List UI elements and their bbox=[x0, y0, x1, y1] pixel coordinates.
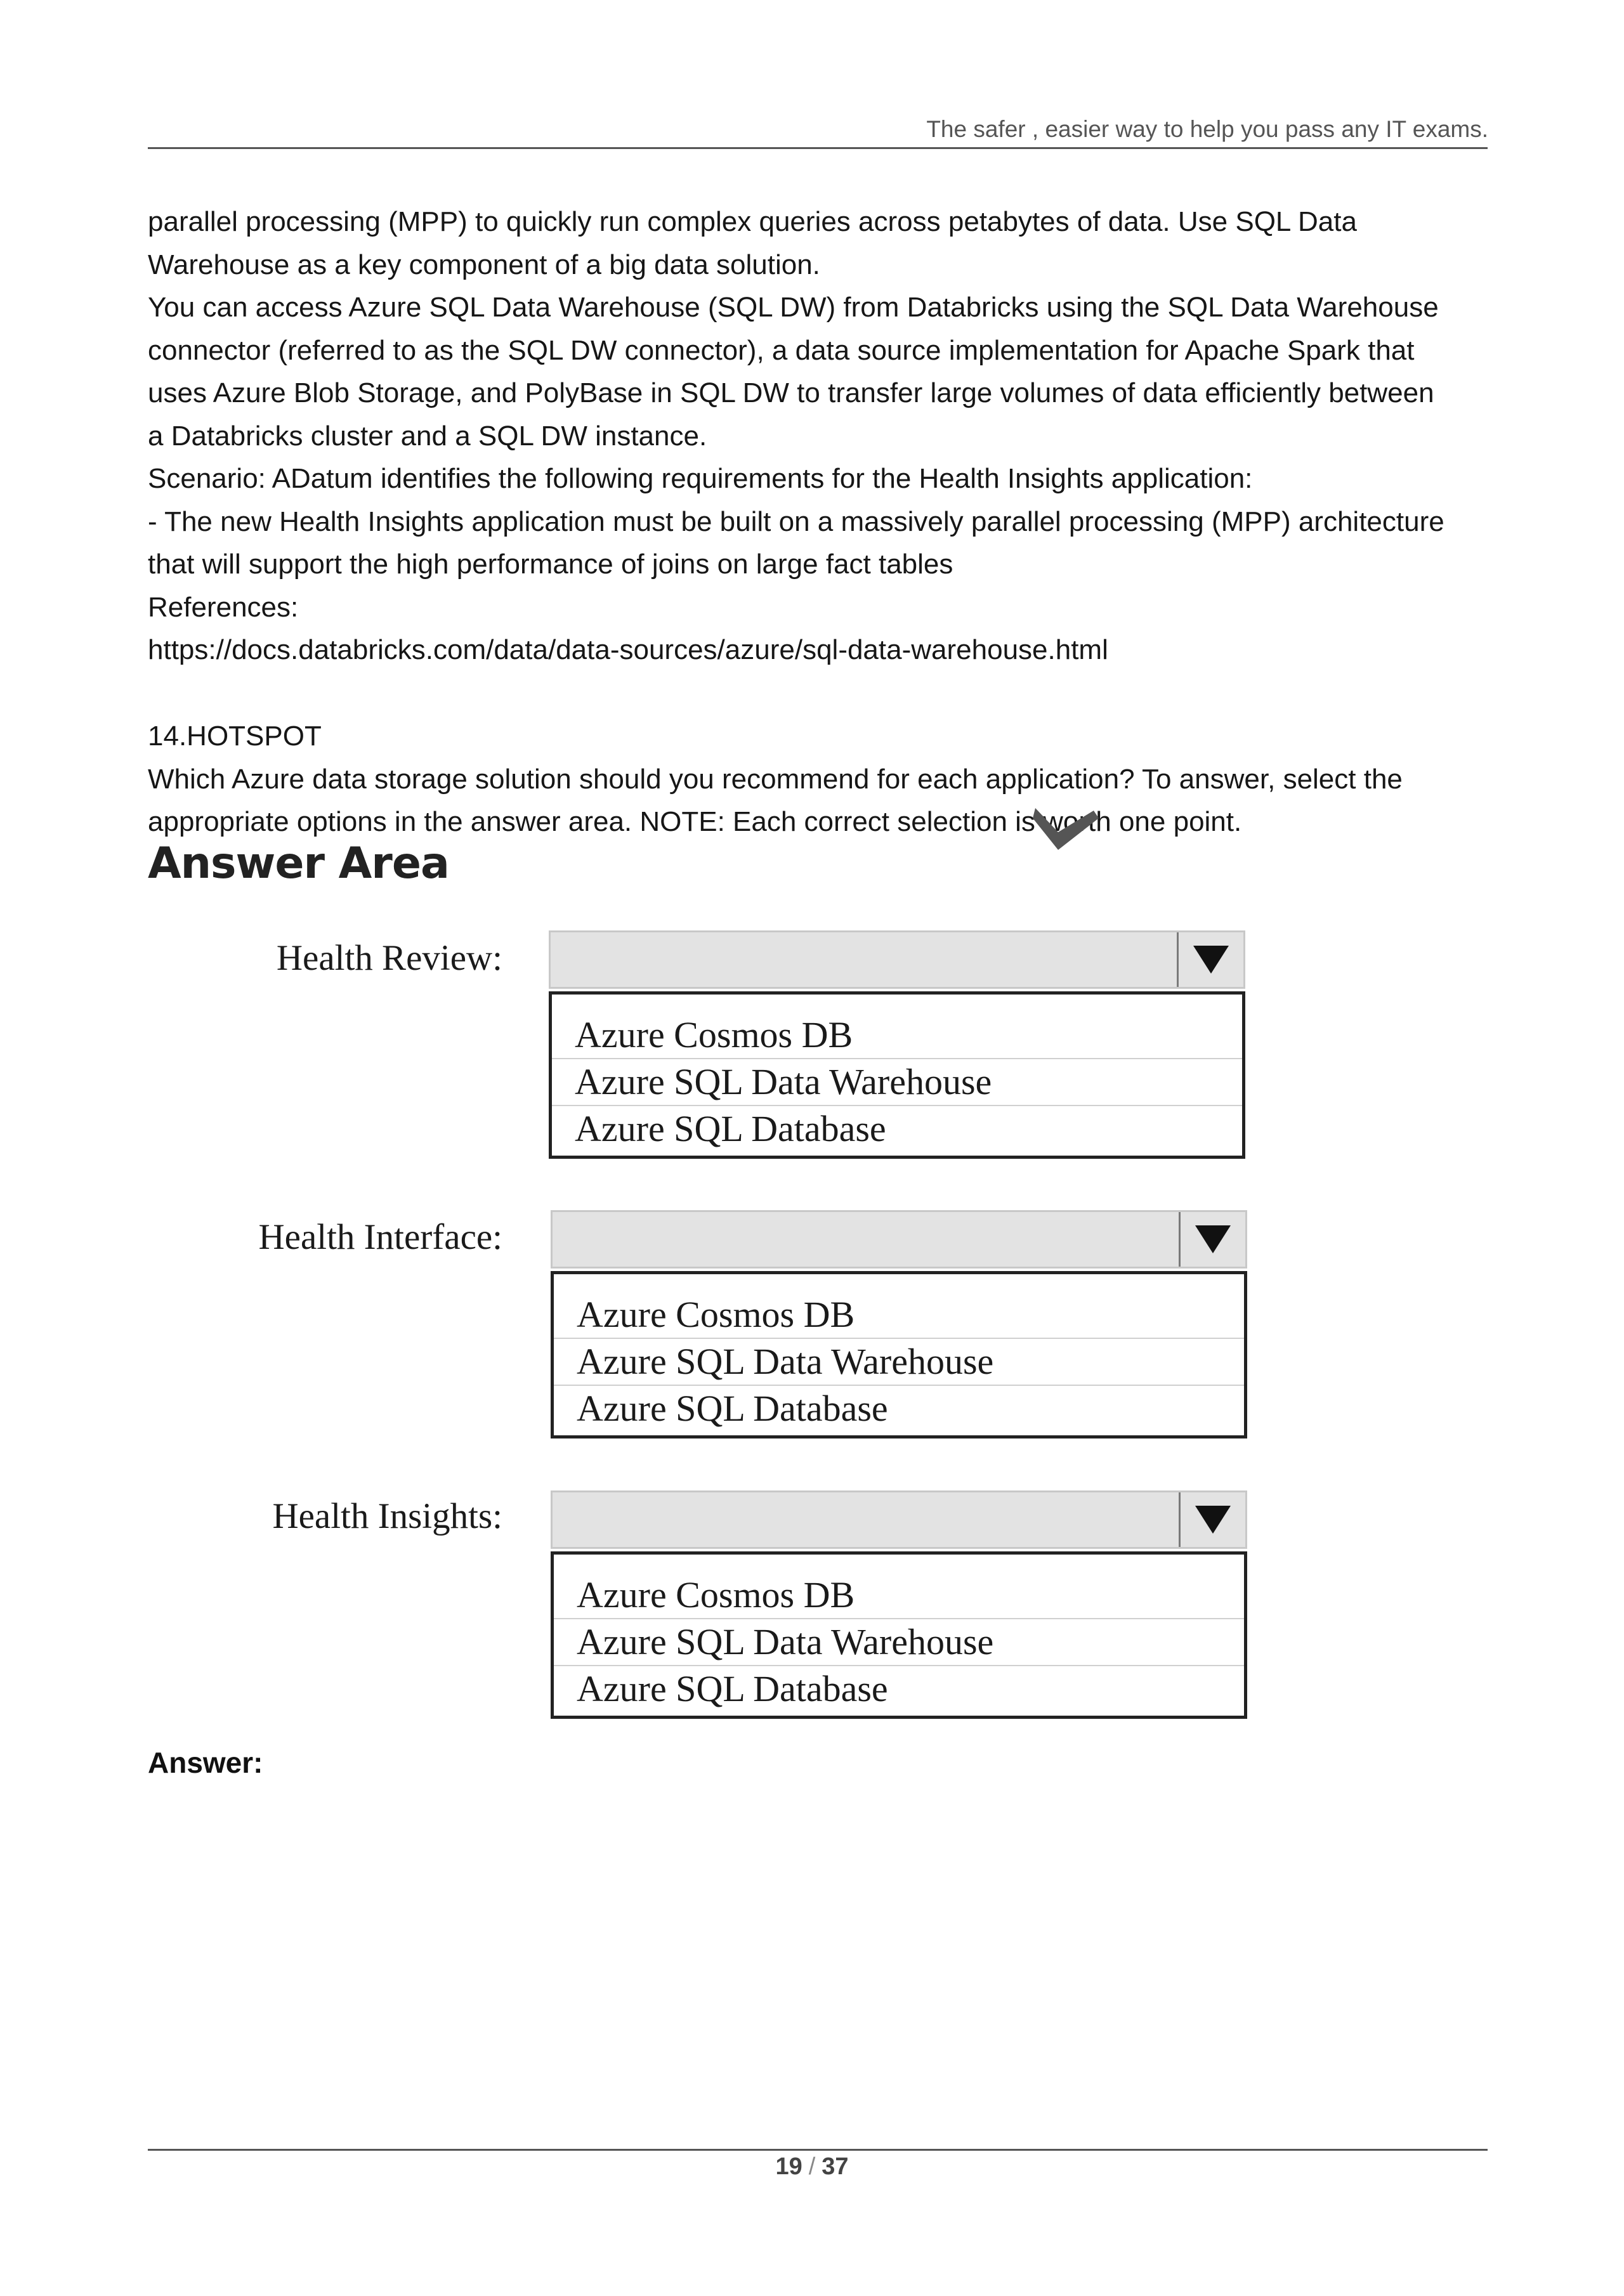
page-separator: / bbox=[808, 2153, 816, 2180]
text-line: parallel processing (MPP) to quickly run complex queries across petabytes of data. Use SQL Data bbox=[148, 206, 1357, 237]
health-interface-label: Health Interface: bbox=[258, 1217, 502, 1257]
option-cosmos-db[interactable]: Azure Cosmos DB bbox=[552, 1012, 1242, 1059]
option-sql-data-warehouse[interactable]: Azure SQL Data Warehouse bbox=[554, 1339, 1244, 1386]
answer-label: Answer: bbox=[148, 1746, 263, 1779]
health-review-dropdown[interactable] bbox=[549, 930, 1245, 1159]
option-cosmos-db[interactable]: Azure Cosmos DB bbox=[554, 1572, 1244, 1619]
option-sql-data-warehouse[interactable]: Azure SQL Data Warehouse bbox=[552, 1059, 1242, 1106]
question-block bbox=[148, 715, 1505, 844]
cursor-icon bbox=[1033, 804, 1103, 855]
text-line: References: bbox=[148, 591, 299, 623]
header-divider bbox=[148, 147, 1488, 149]
dropdown-selected-value[interactable] bbox=[551, 1490, 1247, 1549]
dropdown-selected-value[interactable] bbox=[549, 930, 1245, 989]
current-page: 19 bbox=[775, 2153, 802, 2180]
question-text-line: appropriate options in the answer area. NOTE: Each correct selection is worth one point. bbox=[148, 806, 1242, 837]
dropdown-selected-value[interactable] bbox=[551, 1210, 1247, 1269]
text-line: uses Azure Blob Storage, and PolyBase in SQL DW to transfer large volumes of data efficiently between bbox=[148, 377, 1434, 408]
option-cosmos-db[interactable]: Azure Cosmos DB bbox=[554, 1292, 1244, 1339]
health-insights-label: Health Insights: bbox=[272, 1496, 502, 1536]
triangle-down-icon[interactable] bbox=[1179, 1212, 1245, 1267]
total-pages: 37 bbox=[822, 2153, 849, 2180]
dropdown-options bbox=[549, 991, 1245, 1159]
text-line: Scenario: ADatum identifies the following requirements for the Health Insights application: bbox=[148, 463, 1253, 494]
triangle-down-icon[interactable] bbox=[1177, 932, 1243, 987]
text-line: connector (referred to as the SQL DW connector), a data source implementation for Apache Spark that bbox=[148, 334, 1415, 366]
text-line: a Databricks cluster and a SQL DW instance. bbox=[148, 420, 707, 452]
explanation-text bbox=[148, 200, 1505, 672]
reference-link[interactable]: https://docs.databricks.com/data/data-sources/azure/sql-data-warehouse.html bbox=[148, 634, 1108, 665]
option-sql-database[interactable]: Azure SQL Database bbox=[575, 1108, 886, 1149]
health-review-label: Health Review: bbox=[276, 938, 502, 978]
dropdown-options bbox=[551, 1551, 1247, 1719]
text-line: Warehouse as a key component of a big data solution. bbox=[148, 249, 820, 280]
health-insights-dropdown[interactable] bbox=[551, 1490, 1247, 1719]
option-sql-data-warehouse[interactable]: Azure SQL Data Warehouse bbox=[554, 1619, 1244, 1666]
option-sql-database[interactable]: Azure SQL Database bbox=[577, 1668, 888, 1709]
footer-divider bbox=[148, 2149, 1488, 2151]
question-number: 14.HOTSPOT bbox=[148, 721, 322, 752]
option-sql-database[interactable]: Azure SQL Database bbox=[577, 1388, 888, 1429]
answer-area-title: Answer Area bbox=[148, 838, 449, 889]
dropdown-options bbox=[551, 1271, 1247, 1438]
question-text-line: Which Azure data storage solution should you recommend for each application? To answer, select the bbox=[148, 763, 1403, 795]
page-number bbox=[0, 2153, 1624, 2181]
text-line: You can access Azure SQL Data Warehouse (SQL DW) from Databricks using the SQL Data Warehouse bbox=[148, 292, 1439, 323]
health-interface-dropdown[interactable] bbox=[551, 1210, 1247, 1438]
triangle-down-icon[interactable] bbox=[1179, 1492, 1245, 1547]
header-tagline: The safer , easier way to help you pass any IT exams. bbox=[926, 116, 1488, 142]
text-line: - The new Health Insights application must be built on a massively parallel processing (MPP) architecture bbox=[148, 506, 1444, 537]
text-line: that will support the high performance of joins on large fact tables bbox=[148, 549, 953, 580]
